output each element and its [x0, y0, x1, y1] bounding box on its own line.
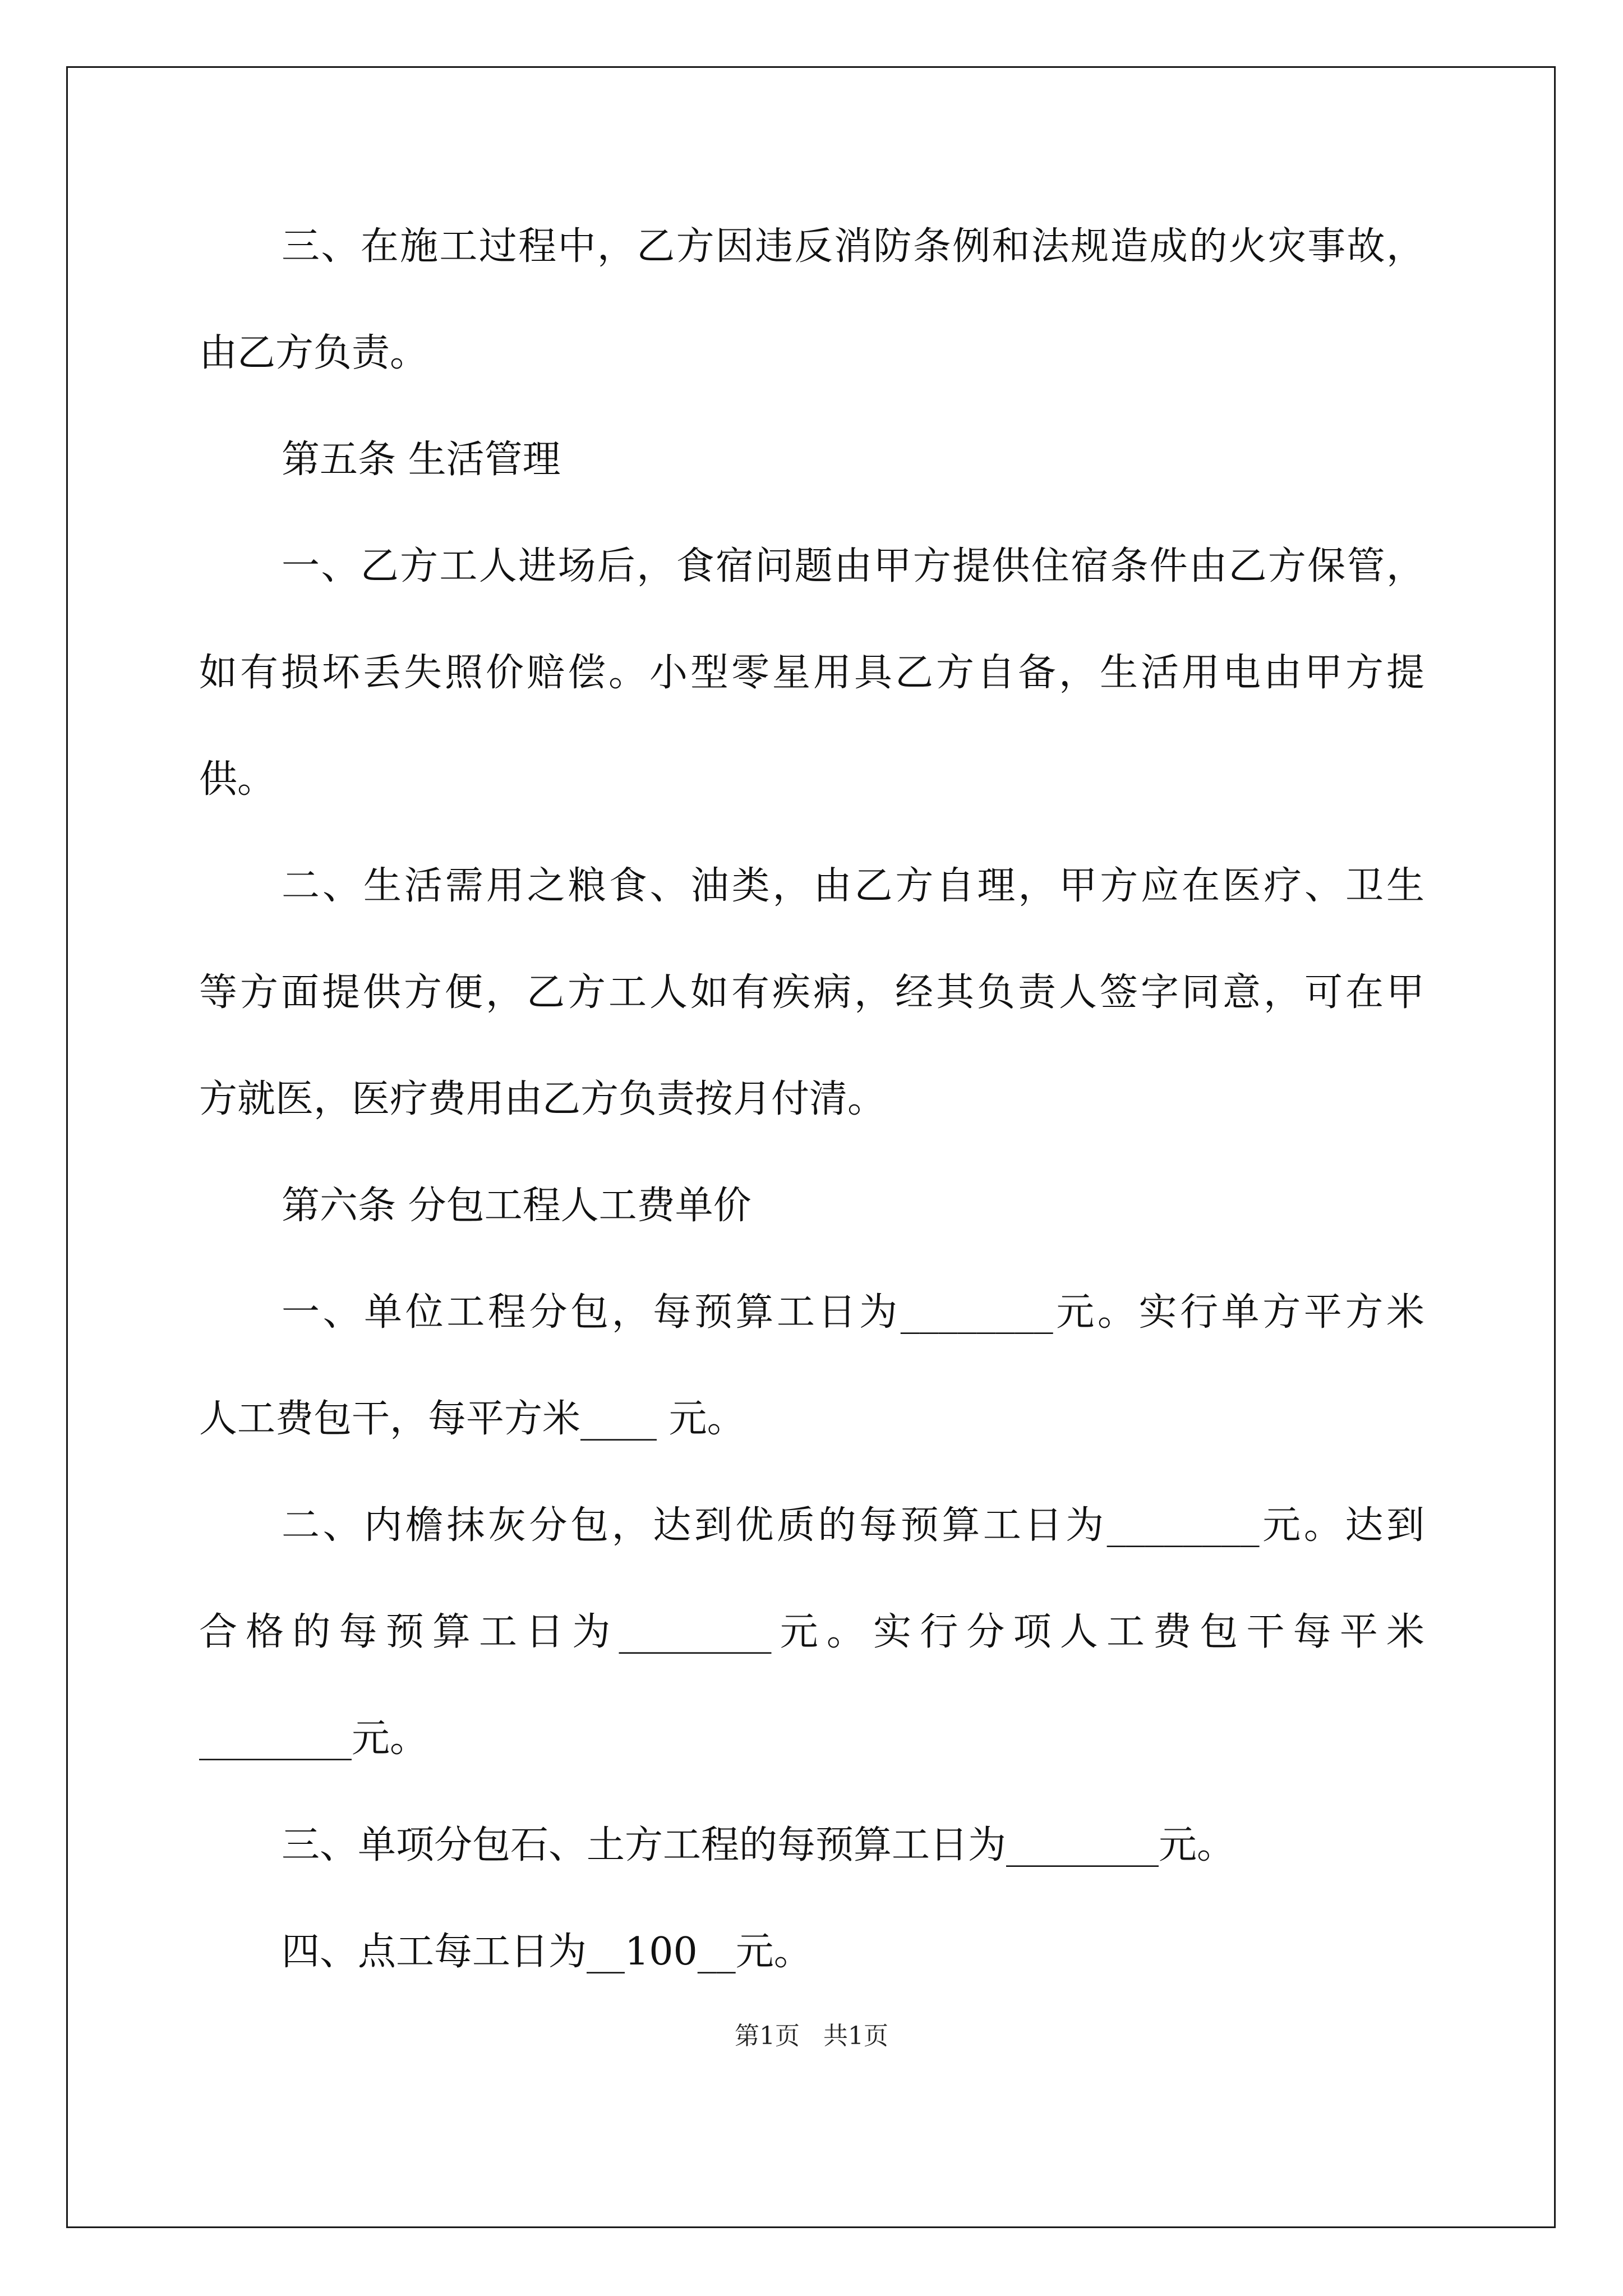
page-border — [66, 66, 1556, 2228]
paragraph-line: 三、单项分包石、土方工程的每预算工日为________元。 — [282, 1823, 1235, 1867]
paragraph-line: 方就医，医疗费用由乙方负责按月付清。 — [199, 1077, 886, 1121]
paragraph-line: 由乙方负责。 — [199, 331, 428, 375]
paragraph-line: ________元。 — [199, 1717, 428, 1761]
section-heading: 第五条 生活管理 — [282, 438, 561, 482]
paragraph-line: 二、生活需用之粮食、油类，由乙方自理，甲方应在医疗、卫生 — [282, 864, 1424, 908]
paragraph-line: 供。 — [199, 757, 276, 802]
paragraph-line: 一、乙方工人进场后，食宿问题由甲方提供住宿条件由乙方保管， — [282, 544, 1424, 588]
paragraph-line: 一、单位工程分包，每预算工日为________元。实行单方平方米 — [282, 1290, 1424, 1335]
paragraph-line: 四、点工每工日为__100__元。 — [282, 1930, 812, 1974]
page-footer: 第1页 共1页 — [735, 2022, 888, 2050]
paragraph-line: 三、在施工过程中，乙方因违反消防条例和法规造成的火灾事故， — [282, 224, 1424, 269]
paragraph-line: 合格的每预算工日为________元。实行分项人工费包干每平米 — [199, 1610, 1424, 1654]
paragraph-line: 如有损坏丢失照价赔偿。小型零星用具乙方自备，生活用电由甲方提 — [199, 651, 1424, 695]
paragraph-line: 二、内檐抹灰分包，达到优质的每预算工日为________元。达到 — [282, 1503, 1424, 1548]
section-heading: 第六条 分包工程人工费单价 — [282, 1184, 751, 1228]
paragraph-line: 等方面提供方便，乙方工人如有疾病，经其负责人签字同意，可在甲 — [199, 970, 1424, 1015]
paragraph-line: 人工费包干，每平方米____ 元。 — [199, 1397, 745, 1441]
